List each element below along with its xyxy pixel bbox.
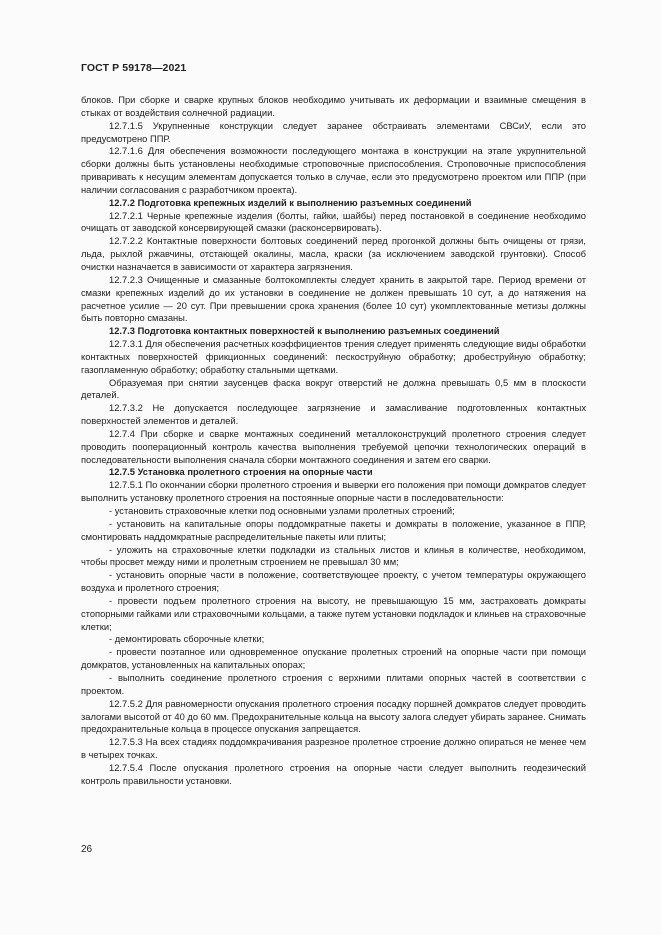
- list-item: - выполнить соединение пролетного строения с верхними плитами опорных частей в соответствии с проектом.: [81, 672, 586, 696]
- list-item: - установить опорные части в положение, соответствующее проекту, с учетом температуры окружающего воздуха и пролетного строения;: [81, 570, 586, 594]
- paragraph: 12.7.2.1 Черные крепежные изделия (болты, гайки, шайбы) перед постановкой в соединение необходимо очищать от заводской консервирующей смазки (расконсервировать).: [81, 210, 586, 234]
- paragraph: 12.7.3.1 Для обеспечения расчетных коэффициентов трения следует применять следующие виды обработки контактных поверхностей фрикционных соединений: пескоструйную обработку; дробеструйную обработку; газопламенную обработку; обработку стальными щетками.: [81, 339, 586, 375]
- paragraph: 12.7.5.2 Для равномерности опускания пролетного строения посадку поршней домкратов следует проводить залогами высотой от 40 до 60 мм. Предохранительные кольца на высоту залога следует убирать заранее. Снимать предохранительные кольца в процессе опускания запрещается.: [81, 698, 586, 735]
- paragraph: Образуемая при снятии заусенцев фаска вокруг отверстий не должна превышать 0,5 мм в плоскости деталей.: [81, 377, 586, 401]
- document-body: [81, 94, 586, 788]
- page-number: 26: [81, 844, 93, 855]
- section-heading: 12.7.3 Подготовка контактных поверхностей к выполнению разъемных соединений: [109, 326, 500, 337]
- list-item: - демонтировать сборочные клетки;: [109, 634, 265, 645]
- list-item: - установить страховочные клетки под основными узлами пролетных строений;: [109, 506, 455, 516]
- paragraph: 12.7.2.2 Контактные поверхности болтовых соединений перед прогонкой должны быть очищены от грязи, льда, рыхлой ржавчины, отстающей окалины, масла, краски (за исключением заводской грунтовки). Способ очистки назначается в зависимости от характера загрязнения.: [81, 236, 586, 272]
- list-item: - провести поэтапное или одновременное опускание пролетных строений на опорные части при помощи домкратов, установленных на капитальных опорах;: [81, 647, 586, 671]
- paragraph: 12.7.4 При сборке и сварке монтажных соединений металлоконструкций пролетного строения следует проводить пооперационный контроль качества выполнения требуемой цепочки технологических операций в последовательности выполнения сначала сборки монтажного соединения и затем его сварки.: [81, 428, 586, 465]
- paragraph: 12.7.5.4 После опускания пролетного строения на опорные части следует выполнить геодезический контроль правильности установки.: [81, 762, 586, 786]
- section-heading: 12.7.2 Подготовка крепежных изделий к выполнению разъемных соединений: [109, 197, 472, 208]
- paragraph: 12.7.3.2 Не допускается последующее загрязнение и замасливание подготовленных контактных поверхностей элементов и деталей.: [81, 403, 586, 427]
- paragraph: блоков. При сборке и сварке крупных блоков необходимо учитывать их деформации и взаимные смещения в стыках от воздействия солнечной радиации.: [81, 95, 586, 118]
- list-item: - провести подъем пролетного строения на высоту, не превышающую 15 мм, застраховать домкраты стопорными гайками или страховочными кольцами, а также путем установки подкладок и клиньев на страховочные клетки;: [81, 595, 586, 632]
- paragraph: 12.7.2.3 Очищенные и смазанные болтокомплекты следует хранить в закрытой таре. Период времени от смазки крепежных изделий до их установки в соединение не должен превышать 10 сут, а до натяжения на расчетное усилие — 20 сут. При превышении срока хранения (более 10 сут) укомплектованные метизы должны быть повторно смазаны.: [81, 274, 586, 324]
- list-item: - уложить на страховочные клетки подкладки из стальных листов и клинья в количестве, необходимом, чтобы просвет между ними и пролетным строением не превышал 30 мм;: [81, 544, 586, 568]
- section-heading: 12.7.5 Установка пролетного строения на опорные части: [109, 467, 373, 478]
- document-standard-id: ГОСТ Р 59178—2021: [81, 62, 187, 74]
- list-item: - установить на капитальные опоры поддомкратные пакеты и домкраты в положение, указанное в ППР, смонтировать наддомкратные распределительные пакеты или плиты;: [81, 518, 586, 542]
- paragraph: 12.7.1.6 Для обеспечения возможности последующего монтажа в конструкции на этапе укрупнительной сборки должны быть установлены необходимые строповочные приспособления. Строповочные приспособления приваривать к несущим элементам допускается только в случае, если это предусмотрено проектом или ППР (при наличии согласования с разработчиком проекта).: [81, 146, 586, 195]
- paragraph: 12.7.5.3 На всех стадиях поддомкрачивания разрезное пролетное строение должно опираться не менее чем в четырех точках.: [81, 737, 586, 761]
- paragraph: 12.7.5.1 По окончании сборки пролетного строения и выверки его положения при помощи домкратов следует выполнить установку пролетного строения на постоянные опорные части в последовательности:: [81, 480, 586, 504]
- paragraph: 12.7.1.5 Укрупненные конструкции следует заранее обстраивать элементами СВСиУ, если это предусмотрено ППР.: [81, 120, 586, 144]
